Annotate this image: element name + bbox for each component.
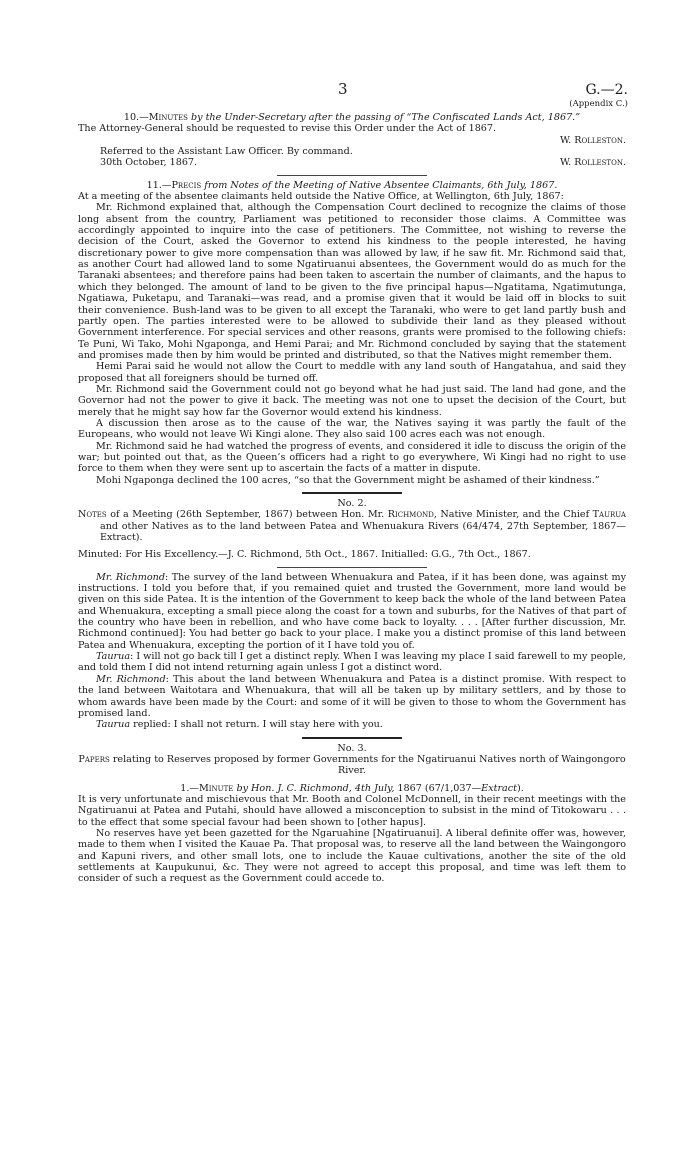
document-reference: G.—2.: [585, 82, 628, 98]
appendix-label: (Appendix C.): [569, 99, 628, 109]
paragraph: Mr. Richmond said the Government could not go beyond what he had just said. The land had gone, and the Governor had not the power to give it back. The meeting was not one to upset the decision of the Court, but merely that he might say how far the Governor would extend his kindness.: [78, 383, 626, 418]
document-body: [78, 82, 626, 885]
page-number: 3: [338, 80, 348, 98]
divider: [277, 567, 427, 568]
speech-paragraph: Taurua: I will not go back till I get a distinct reply. When I was leaving my place I said farewell to my people, and told them I did not intend returning again unless I got a distinct word.: [78, 651, 626, 674]
paragraph: Mr. Richmond explained that, although the Compensation Court declined to recognize the claims of those long absent from the country, Parliament was petitioned to reconsider those claims. A Committee was accordingly appointed to inquire into the case of petitioners. The Committee, not wishing to reverse the decision of the Court, asked the Governor to extend his kindness to the people interested, he having discretionary power to give more compensation than was allowed by law, if he saw fit. Mr. Richmond said that, as another Court had allowed land to some Ngatiruanui absentees, the Government would do as much for the Taranaki absentees; and therefore pains had been taken to ascertain the number of claimants, and the hapus to which they belonged. The amount of land to be given to the five principal hapus—Ngatitama, Ngatimutunga, Ngatiawa, Puketapu, and Taranaki—was read, and a promise given that it would be laid off in blocks to suit their convenience. Bush-land was to be given to all except the Taranaki, who were to get land partly bush and partly open. The parties interested were to be allowed to subdivide their land as they pleased without Government interference. For special services and other reasons, grants were promised to the following chiefs: Te Puni, Wi Tako, Mohi Ngaponga, and Hemi Parai; and Mr. Richmond concluded by saying that the statement and promises made then by him would be printed and distributed, so that the Natives might remember them.: [78, 202, 626, 361]
referral-date: 30th October, 1867. W. Rolleston.: [100, 157, 626, 169]
no-2-notes-title: Notes of a Meeting (26th September, 1867) between Hon. Mr. Richmond, Native Minister, and the Chief Taurua and other Natives as to the land between Patea and Whenuakura Rivers (64/474, 27th September, 1867—Extract).: [78, 509, 626, 544]
signature-rolleston-1: W. Rolleston.: [559, 134, 626, 146]
paragraph: A discussion then arose as to the cause of the war, the Natives saying it was partly the fault of the Europeans, who would not leave Wi Kingi alone. They also said 100 acres each was not enough.: [78, 417, 626, 441]
speech-paragraph: Taurua replied: I shall not return. I will stay here with you.: [96, 719, 383, 731]
section-10-body: The Attorney-General should be requested to revise this Order under the Act of 1867.: [78, 123, 497, 135]
paragraph: Mr. Richmond said he had watched the progress of events, and considered it idle to discuss the origin of the war; but pointed out that, as the Queen’s officers had a right to go everywhere, Wi Kingi had no right to use force to them when they were sent up to ascertain the facts of a matter in dispute.: [78, 440, 626, 475]
paragraph: At a meeting of the absentee claimants held outside the Native Office, at Wellington, 6th July, 1867:: [78, 191, 564, 203]
section-11-title: 11.—Precis from Notes of the Meeting of Native Absentee Claimants, 6th July, 1867.: [146, 179, 558, 191]
speech-paragraph: Mr. Richmond: The survey of the land between Whenuakura and Patea, if it has been done, was against my instructions. I told you before that, if you remained quiet and trusted the Government, more land would be given on this side Patea. It is the intention of the Government to keep back the whole of the land between Patea and Whenuakura, excepting a small piece along the coast for a town and suburbs, for the Natives of that part of the country who have been in rebellion, and who have come back to loyalty. . . . [After further discussion, Mr. Richmond continued]: You had better go back to your place. I make you a distinct promise of this land between Patea and Whenuakura, excepting the portion of it I have told you of.: [78, 571, 627, 651]
speech-paragraph: Mr. Richmond: This about the land between Whenuakura and Patea is a distinct promise. With respect to the land between Waitotara and Whenuakura, that will all be taken up by military settlers, and by those to whom awards have been made by the Court: and some of it will be given to those to whom the Government has promised land.: [78, 673, 626, 719]
no-2-heading: No. 2.: [337, 498, 367, 509]
section-rule: [302, 737, 402, 739]
paragraph: No reserves have yet been gazetted for the Ngaruahine [Ngatiruanui]. A liberal definite offer was, however, made to them when I visited the Kauae Pa. That proposal was, to reserve all the land between the Waingongoro and Kapuni rivers, and other small lots, one to include the Kauae cultivations, another the site of the old settlements at Kaupukunui, &c. They were not agreed to accept this proposal, and time was left them to consider of such a request as the Government could accede to.: [78, 827, 626, 885]
referral-line: Referred to the Assistant Law Officer. By command.: [100, 146, 353, 158]
no-3-minute-title: 1.—Minute by Hon. J. C. Richmond, 4th July, 1867 (67/1,037—Extract).: [180, 782, 524, 794]
paragraph: Hemi Parai said he would not allow the Court to meddle with any land south of Hangatahua, and said they proposed that all foreigners should be turned off.: [78, 361, 626, 384]
paragraph: Mohi Ngaponga declined the 100 acres, “so that the Government might be ashamed of their kindness.”: [96, 474, 600, 486]
minuted-line: Minuted: For His Excellency.—J. C. Richmond, 5th Oct., 1867. Initialled: G.G., 7th Oct., 1867.: [78, 549, 531, 561]
divider: [277, 175, 427, 176]
section-10-title: 10.—Minutes by the Under-Secretary after the passing of “The Confiscated Lands Act, 1867.”: [123, 112, 581, 123]
signature-rolleston-2: W. Rolleston.: [559, 157, 626, 169]
no-3-heading: No. 3.: [337, 742, 367, 754]
section-rule: [302, 492, 402, 494]
no-3-papers-title: Papers relating to Reserves proposed by former Governments for the Ngatiruanui Natives north of Waingongoro River.: [78, 753, 626, 777]
paragraph: It is very unfortunate and mischievous that Mr. Booth and Colonel McDonnell, in their recent meetings with the Ngatiruanui at Patea and Putahi, should have allowed a misconception to subsist in the mind of Titokowaru . . . to the effect that some special favour had been shown to [other hapus].: [78, 793, 626, 828]
